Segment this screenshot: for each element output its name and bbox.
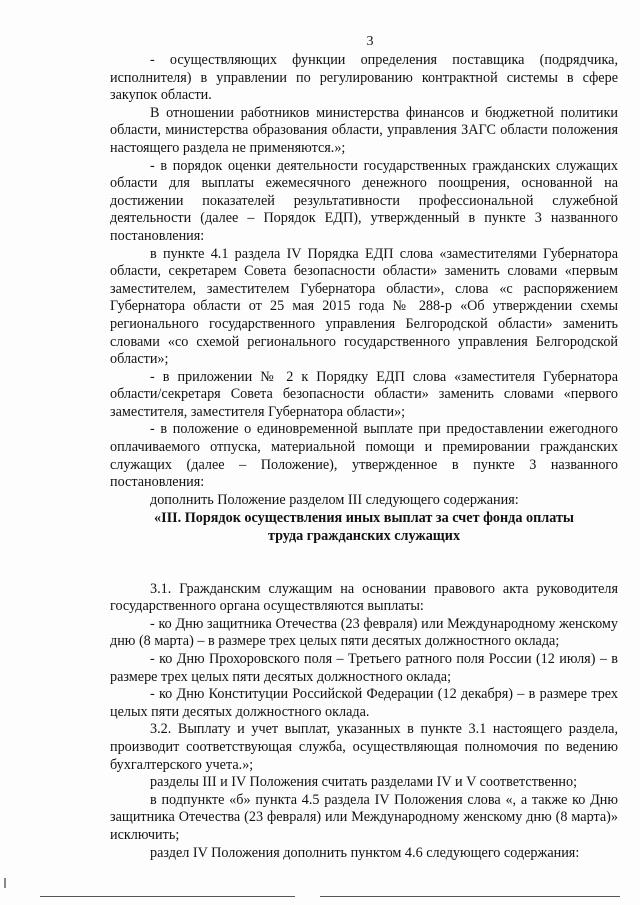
spacer (110, 546, 618, 581)
paragraph: - в приложении № 2 к Порядку ЕДП слова «заместителя Губернатора области/секретаря Совета безопасности области» заменить словами «первого заместителя, заместителя Губернатора области»; (110, 368, 618, 420)
paragraph: раздел IV Положения дополнить пунктом 4.6 следующего содержания: (150, 844, 580, 861)
scan-artifact (4, 878, 6, 888)
paragraph: - ко Дню защитника Отечества (23 февраля) или Международному женскому дню (8 марта) – в размере трех целых пяти десятых должностного оклада; (110, 615, 618, 650)
document-body (110, 52, 618, 862)
paragraph: - ко Дню Конституции Российской Федерации (12 декабря) – в размере трех целых пяти десятых должностного оклада. (110, 686, 618, 720)
scan-edge-line (40, 896, 295, 897)
section-heading: «III. Порядок осуществления иных выплат за счет фонда оплаты труда гражданских служащих (153, 510, 574, 545)
paragraph: - осуществляющих функции определения поставщика (подрядчика, исполнителя) в управлении по регулированию контрактной системы в сфере закупок области. (110, 52, 618, 104)
paragraph: разделы III и IV Положения считать разделами IV и V соответственно; (150, 774, 578, 791)
paragraph: В отношении работников министерства финансов и бюджетной политики области, министерства образования области, управления ЗАГС области положения настоящего раздела не применяются.»; (110, 104, 618, 156)
paragraph: - в положение о единовременной выплате при предоставлении ежегодного оплачиваемого отпуска, материальной помощи и премировании гражданских служащих (далее – Положение), утвержденное в пункте 3 названного постановления: (110, 421, 618, 491)
paragraph: - в порядок оценки деятельности государственных гражданских служащих области для выплаты ежемесячного денежного поощрения, основанной на достижении показателей результативности профессиональной служебной деятельности (далее – Порядок ЕДП), утвержденный в пункте 3 названного постановления: (110, 157, 618, 244)
paragraph: дополнить Положение разделом III следующего содержания: (150, 491, 519, 508)
paragraph: в пункте 4.1 раздела IV Порядка ЕДП слова «заместителями Губернатора области, секретарем Совета безопасности области» заменить словами «первым заместителем, заместителем Губернатора области», слова «с распоряжением Губернатора области от 25 мая 2015 года № 288-р «Об утверждении схемы регионального государственного управления Белгородской области» заменить словами «со схемой регионального государственного управления Белгородской области»; (110, 245, 618, 368)
paragraph: в подпункте «б» пункта 4.5 раздела IV Положения слова «, а также ко Дню защитника Отечества (23 февраля) или Международному женскому дню (8 марта)» исключить; (110, 791, 618, 843)
page-number: 3 (366, 34, 374, 49)
scan-edge-line (320, 896, 620, 897)
paragraph: 3.2. Выплату и учет выплат, указанных в пункте 3.1 настоящего раздела, производит соответствующая служба, осуществляющая полномочия по ведению бухгалтерского учета.»; (110, 721, 618, 773)
paragraph: - ко Дню Прохоровского поля – Третьего ратного поля России (12 июля) – в размере трех целых пяти десятых должностного оклада; (110, 651, 618, 685)
paragraph: 3.1. Гражданским служащим на основании правового акта руководителя государственного органа осуществляются выплаты: (110, 580, 618, 615)
